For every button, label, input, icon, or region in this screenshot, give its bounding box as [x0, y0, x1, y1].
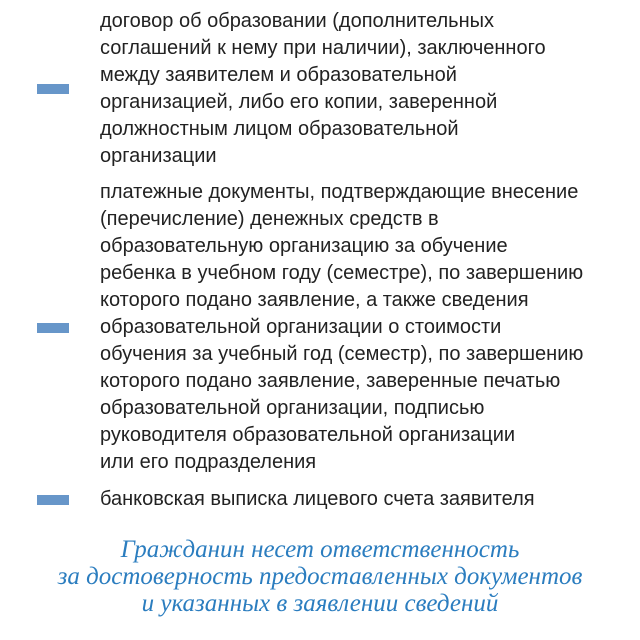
item-line: ребенка в учебном году (семестре), по завершению [100, 262, 584, 284]
list-item-text [100, 486, 535, 513]
note-line: и указанных в заявлении сведений [141, 590, 499, 617]
item-line: или его подразделения [100, 451, 317, 473]
item-line: организацией, либо его копии, заверенной [100, 91, 498, 113]
item-line: между заявителем и образовательной [100, 64, 457, 86]
item-line: образовательной организации, подписью [100, 397, 485, 419]
item-line: руководителя образовательной организации [100, 424, 516, 446]
item-line: обучения за учебный год (семестр), по завершению [100, 343, 584, 365]
item-line: образовательную организацию за обучение [100, 235, 508, 257]
item-line: соглашений к нему при наличии), заключенного [100, 37, 546, 59]
note-line: за достоверность предоставленных документов [57, 563, 583, 590]
item-line: договор об образовании (дополнительных [100, 10, 495, 32]
item-line: должностным лицом образовательной [100, 118, 459, 140]
responsibility-note [0, 536, 640, 617]
item-line: (перечисление) денежных средств в [100, 208, 439, 230]
list-item-contract [0, 8, 640, 170]
list-item-payment-documents [0, 179, 640, 476]
item-line: организации [100, 145, 217, 167]
item-line: платежные документы, подтверждающие внесение [100, 181, 579, 203]
item-line: образовательной организации о стоимости [100, 316, 502, 338]
item-line: которого подано заявление, заверенные печатью [100, 370, 561, 392]
bullet-marker [37, 495, 69, 505]
note-line: Гражданин несет ответственность [120, 536, 520, 563]
list-item-text [100, 179, 583, 476]
list-item-bank-statement [0, 486, 640, 513]
bullet-marker [37, 84, 69, 94]
bullet-marker [37, 323, 69, 333]
item-line: которого подано заявление, а также сведения [100, 289, 529, 311]
list-item-text [100, 8, 546, 170]
item-line: банковская выписка лицевого счета заявителя [100, 488, 535, 510]
